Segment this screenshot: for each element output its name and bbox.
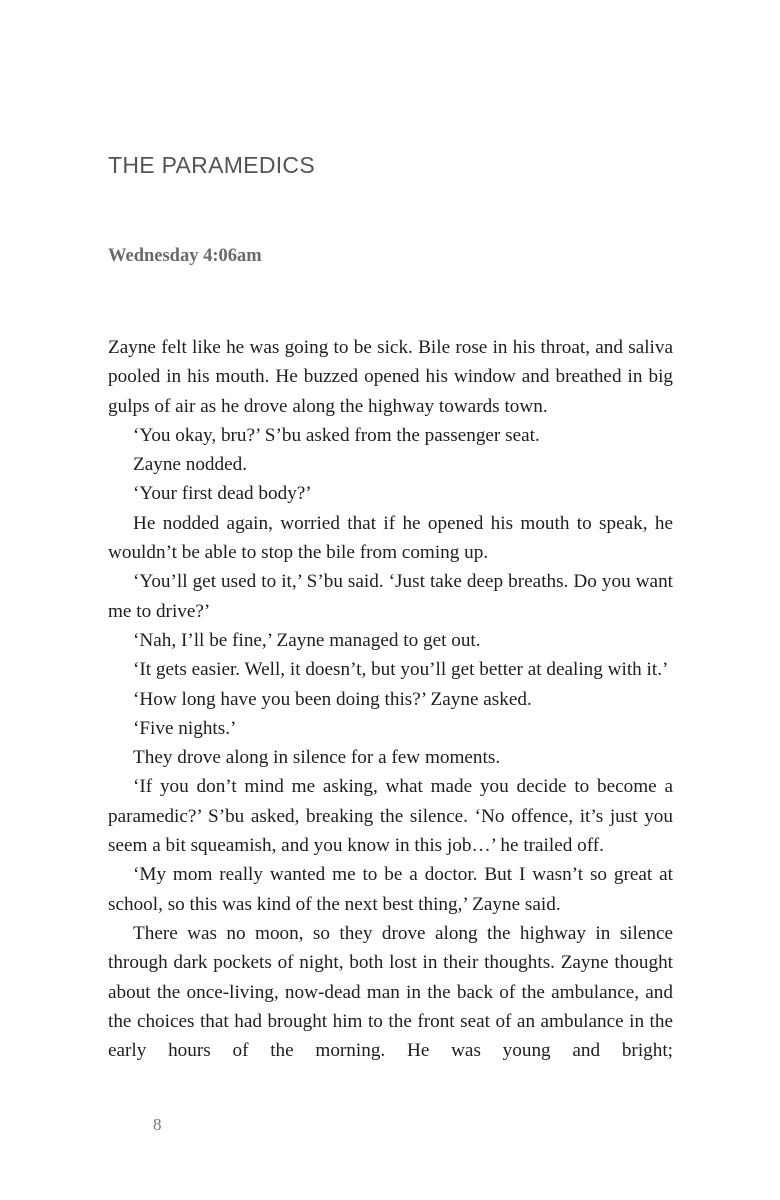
paragraph: ‘My mom really wanted me to be a doctor. But I wasn’t so great at school, so this was kind of the next best thing,’ Zayne said. [108, 864, 673, 915]
paragraph: ‘Nah, I’ll be fine,’ Zayne managed to get out. [133, 629, 481, 651]
paragraph: Zayne felt like he was going to be sick. Bile rose in his throat, and saliva pooled in his mouth. He buzzed opened his window and breathed in big gulps of air as he drove along the highway towards town. [108, 337, 673, 417]
paragraph: ‘It gets easier. Well, it doesn’t, but you’ll get better at dealing with it.’ [133, 659, 669, 681]
paragraph: He nodded again, worried that if he opened his mouth to speak, he wouldn’t be able to stop the bile from coming up. [108, 512, 673, 564]
paragraph: ‘Five nights.’ [133, 717, 237, 739]
page-number: 8 [153, 1115, 162, 1134]
paragraph: Zayne nodded. [133, 454, 248, 476]
paragraph: There was no moon, so they drove along the highway in silence through dark pockets of night, both lost in their thoughts. Zayne thought about the once-living, now-dead man in the back of the ambulance, and the choices that had brought him to the front seat of an ambulance in the early hours of the morning. He was young and bright; [108, 922, 673, 1062]
body-text [108, 333, 673, 1065]
paragraph: ‘Your first dead body?’ [133, 483, 312, 505]
paragraph: ‘If you don’t mind me asking, what made you decide to become a paramedic?’ S’bu asked, breaking the silence. ‘No offence, it’s just you seem a bit squeamish, and you know in this job…’ he trailed off. [108, 776, 673, 857]
paragraph: ‘How long have you been doing this?’ Zayne asked. [133, 688, 532, 710]
paragraph: ‘You’ll get used to it,’ S’bu said. ‘Just take deep breaths. Do you want me to drive?’ [108, 571, 673, 622]
paragraph: ‘You okay, bru?’ S’bu asked from the passenger seat. [133, 424, 540, 446]
paragraph: They drove along in silence for a few moments. [133, 747, 501, 769]
section-time-heading: Wednesday 4:06am [108, 246, 262, 266]
chapter-title: THE PARAMEDICS [108, 152, 315, 178]
